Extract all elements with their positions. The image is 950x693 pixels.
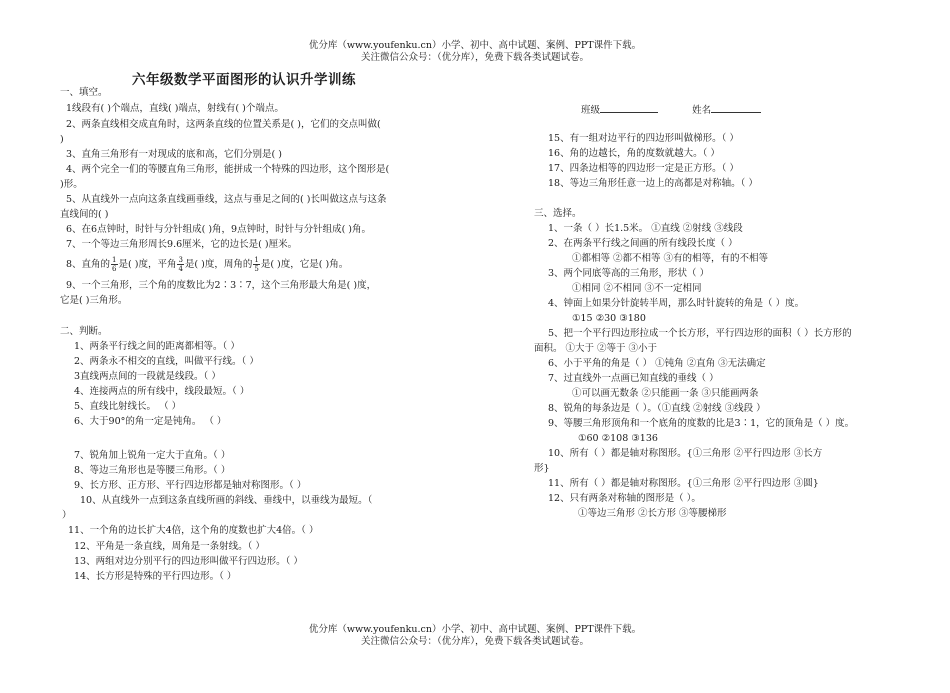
page-footer: [0, 624, 950, 648]
fraction-denominator: 4: [178, 265, 183, 273]
judge-item: 1、两条平行线之间的距离都相等。（ ）: [74, 341, 240, 352]
choose-options: ①60 ②108 ③136: [578, 433, 658, 444]
fraction-numerator: 3: [178, 256, 183, 264]
choose-item: 3、两个同底等高的三角形，形状（ ）: [548, 268, 710, 279]
judge-item: 4、连接两点的所有线中，线段最短。（ ）: [74, 386, 250, 397]
judge-item: 8、等边三角形也是等腰三角形。（ ）: [74, 465, 231, 476]
fill-item-8: [66, 256, 348, 274]
choose-options: ①等边三角形 ②长方形 ③等腰梯形: [578, 508, 727, 519]
judge-item: 7、锐角加上锐角一定大于直角。（ ）: [74, 450, 231, 461]
fill-item: 4、两个完全一们的等腰直角三角形，能拼成一个特殊的四边形，这个图形是(: [66, 164, 390, 175]
choose-item: 8、锐角的每条边是（ ）。（①直线 ②射线 ③线段 ）: [548, 403, 766, 414]
fill-item: 2、两条直线相交成直角时，这两条直线的位置关系是( )，它们的交点叫做(: [66, 119, 381, 130]
judge-item: 13、两组对边分别平行的四边形叫做平行四边形。（ ）: [74, 556, 303, 567]
fraction-numerator: 1: [254, 256, 259, 264]
choose-item: 1、一条（ ）长1.5米。 ①直线 ②射线 ③线段: [548, 223, 743, 234]
fraction-denominator: 6: [112, 265, 117, 273]
choose-item: 6、小于平角的角是（ ） ①钝角 ②直角 ③无法确定: [548, 358, 766, 369]
class-blank: [600, 102, 658, 113]
choose-item: 12、只有两条对称轴的图形是（ ）。: [548, 493, 701, 504]
judge-item: 10、从直线外一点到这条直线所画的斜线、垂线中，以垂线为最短。（: [80, 495, 373, 506]
section-judge-heading: 二、判断。: [60, 326, 108, 337]
judge-item: 3直线两点间的一段就是线段。（ ）: [74, 371, 221, 382]
judge-item: 18、等边三角形任意一边上的高都是对称轴。（ ）: [548, 178, 758, 189]
fraction-one-fifth: [253, 256, 259, 273]
name-blank: [711, 102, 761, 113]
judge-item: 11、一个角的边长扩大4倍，这个角的度数也扩大4倍。（ ）: [68, 525, 319, 536]
footer-line-2: 关注微信公众号：（优分库），免费下载各类试题试卷。: [360, 636, 589, 647]
judge-item: 2、两条永不相交的直线，叫做平行线。（ ）: [74, 356, 259, 367]
fill-item: )形。: [60, 179, 83, 190]
fill-item-8-tail: 是( )度，它是( )角。: [260, 259, 349, 270]
judge-item: 15、有一组对边平行的四边形叫做梯形。（ ）: [548, 133, 739, 144]
choose-item: 10、所有（ ）都是轴对称图形。{①三角形 ②平行四边形 ③长方: [548, 448, 823, 459]
page-header: [0, 40, 950, 64]
fraction-denominator: 5: [254, 265, 259, 273]
choose-item: 5、把一个平行四边形拉成一个长方形，平行四边形的面积（ ）长方形的: [548, 328, 852, 339]
fill-item: 3、直角三角形有一对现成的底和高，它们分别是( ): [66, 149, 282, 160]
footer-line-1: 优分库（www.youfenku.cn）小学、初中、高中试题、案例、PPT课件下载。: [308, 624, 642, 635]
section-fill-heading: 一、填空。: [60, 87, 108, 98]
fill-item: 6、在6点钟时，时针与分针组成( )角，9点钟时，时针与分针组成( )角。: [66, 224, 371, 235]
choose-item: 11、所有（ ）都是轴对称图形。{①三角形 ②平行四边形 ③圆}: [548, 478, 819, 489]
fill-item: 5、从直线外一点向这条直线画垂线，这点与垂足之间的( )长叫做这点与这条: [66, 194, 387, 205]
choose-item: 4、钟面上如果分针旋转半周，那么时针旋转的角是（ ）度。: [548, 298, 805, 309]
class-field: [581, 102, 761, 117]
class-label: 班级: [581, 105, 601, 116]
choose-options: 面积。 ①大于 ②等于 ③小于: [534, 343, 658, 354]
fill-item-8-mid1: 是( )度，平角: [118, 259, 177, 270]
choose-options: ①都相等 ②都不相等 ③有的相等，有的不相等: [572, 253, 769, 264]
choose-item: 9、等腰三角形顶角和一个底角的度数的比是3∶1，它的顶角是（ ）度。: [548, 418, 855, 429]
judge-item: ）: [62, 510, 72, 521]
fill-item: 直线间的( ): [60, 209, 109, 220]
worksheet-title: 六年级数学平面图形的认识升学训练: [132, 72, 356, 88]
choose-item: 形}: [534, 463, 550, 474]
section-choose-heading: 三、选择。: [534, 208, 582, 219]
fraction-three-quarters: [177, 256, 183, 273]
choose-options: ①相同 ②不相同 ③不一定相同: [572, 283, 702, 294]
judge-item: 12、平角是一条直线，周角是一条射线。（ ）: [74, 541, 265, 552]
fill-item-8-lead: 8、直角的: [66, 259, 111, 270]
fill-item: 它是( )三角形。: [60, 295, 128, 306]
fill-item-8-mid2: 是( )度，周角的: [184, 259, 253, 270]
judge-item: 14、长方形是特殊的平行四边形。（ ）: [74, 571, 237, 582]
fill-item: 7、一个等边三角形周长9.6厘米，它的边长是( )厘米。: [66, 239, 298, 250]
judge-item: 16、角的边越长，角的度数就越大。（ ）: [548, 148, 720, 159]
fill-item: ): [60, 134, 64, 145]
judge-item: 5、直线比射线长。 （ ）: [74, 401, 182, 412]
fraction-one-sixth: [111, 256, 117, 273]
choose-item: 7、过直线外一点画已知直线的垂线（ ）: [548, 373, 719, 384]
fraction-numerator: 1: [112, 256, 117, 264]
judge-item: 9、长方形、正方形、平行四边形都是轴对称图形。（ ）: [74, 480, 307, 491]
fill-item: 1线段有( )个端点，直线( )端点，射线有( )个端点。: [66, 103, 284, 114]
choose-options: ①可以画无数条 ②只能画一条 ③只能画两条: [572, 388, 759, 399]
judge-item: 6、大于90°的角一定是钝角。 （ ）: [74, 416, 227, 427]
choose-options: ①15 ②30 ③180: [572, 313, 646, 324]
name-label: 姓名: [692, 105, 712, 116]
header-line-2: 关注微信公众号：（优分库），免费下载各类试题试卷。: [360, 52, 589, 63]
fill-item: 9、一个三角形，三个角的度数比为2∶3∶7，这个三角形最大角是( )度，: [66, 280, 377, 291]
judge-item: 17、四条边相等的四边形一定是正方形。（ ）: [548, 163, 739, 174]
choose-item: 2、在两条平行线之间画的所有线段长度（ ）: [548, 238, 738, 249]
header-line-1: 优分库（www.youfenku.cn）小学、初中、高中试题、案例、PPT课件下载。: [308, 40, 642, 51]
